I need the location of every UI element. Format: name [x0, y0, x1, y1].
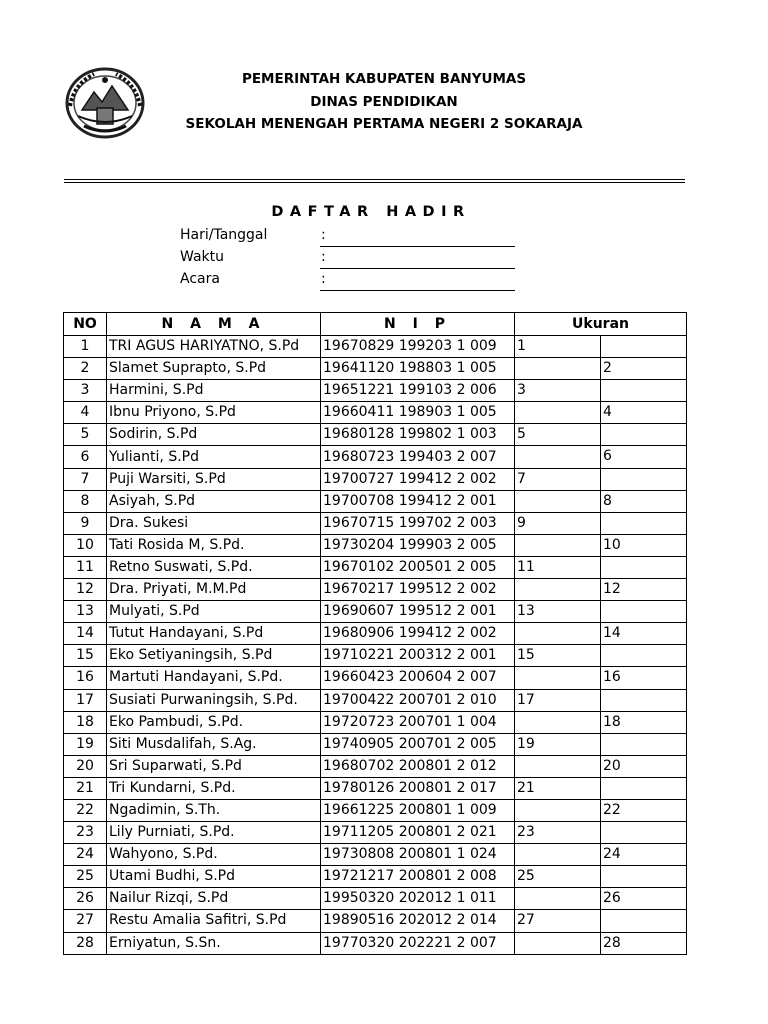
- table-row: [64, 358, 687, 380]
- acara-colon: :: [321, 271, 326, 287]
- row-nip: 19720723 200701 1 004: [321, 711, 515, 733]
- row-no: 23: [64, 822, 107, 844]
- row-nama: Ngadimin, S.Th.: [107, 799, 321, 821]
- row-nama: Eko Pambudi, S.Pd.: [107, 711, 321, 733]
- header-divider-top: [64, 179, 685, 180]
- row-signature-left: [515, 799, 601, 821]
- row-nip: 19780126 200801 2 017: [321, 777, 515, 799]
- waktu-label: Waktu: [180, 249, 224, 265]
- row-signature-right: 10: [601, 534, 687, 556]
- row-nip: 19890516 202012 2 014: [321, 910, 515, 932]
- table-row: [64, 336, 687, 358]
- row-signature-left: [515, 755, 601, 777]
- row-no: 26: [64, 888, 107, 910]
- row-signature-left: [515, 623, 601, 645]
- row-signature-right: 18: [601, 711, 687, 733]
- table-row: [64, 446, 687, 468]
- acara-line: [320, 290, 515, 291]
- row-signature-right: 22: [601, 799, 687, 821]
- row-signature-left: [515, 358, 601, 380]
- row-signature-right: [601, 822, 687, 844]
- row-signature-right: 4: [601, 402, 687, 424]
- table-row: [64, 534, 687, 556]
- table-row: [64, 844, 687, 866]
- row-nip: 19710221 200312 2 001: [321, 645, 515, 667]
- row-nip: 19950320 202012 1 011: [321, 888, 515, 910]
- row-nama: Yulianti, S.Pd: [107, 446, 321, 468]
- row-no: 6: [64, 446, 107, 468]
- row-signature-right: 6: [601, 446, 687, 468]
- row-nip: 19740905 200701 2 005: [321, 733, 515, 755]
- row-nama: Nailur Rizqi, S.Pd: [107, 888, 321, 910]
- row-no: 3: [64, 380, 107, 402]
- row-nama: Retno Suswati, S.Pd.: [107, 556, 321, 578]
- row-signature-left: 3: [515, 380, 601, 402]
- table-row: [64, 556, 687, 578]
- row-nama: TRI AGUS HARIYATNO, S.Pd: [107, 336, 321, 358]
- table-row: [64, 932, 687, 954]
- row-signature-left: 17: [515, 689, 601, 711]
- table-row: [64, 888, 687, 910]
- hari-tanggal-colon: :: [321, 227, 326, 243]
- row-nip: 19700708 199412 2 001: [321, 490, 515, 512]
- row-signature-right: 2: [601, 358, 687, 380]
- row-signature-left: 25: [515, 866, 601, 888]
- row-no: 13: [64, 601, 107, 623]
- header-nama: N A M A: [107, 313, 321, 336]
- row-signature-left: 11: [515, 556, 601, 578]
- row-nip: 19770320 202221 2 007: [321, 932, 515, 954]
- row-no: 9: [64, 512, 107, 534]
- row-nama: Tutut Handayani, S.Pd: [107, 623, 321, 645]
- table-row: [64, 424, 687, 446]
- row-nama: Tati Rosida M, S.Pd.: [107, 534, 321, 556]
- table-row: [64, 910, 687, 932]
- row-nip: 19651221 199103 2 006: [321, 380, 515, 402]
- row-no: 16: [64, 667, 107, 689]
- row-nama: Susiati Purwaningsih, S.Pd.: [107, 689, 321, 711]
- row-signature-left: [515, 534, 601, 556]
- row-signature-left: 7: [515, 468, 601, 490]
- table-row: [64, 402, 687, 424]
- header-ukuran: Ukuran: [515, 313, 687, 336]
- row-nip: 19680702 200801 2 012: [321, 755, 515, 777]
- row-signature-right: [601, 556, 687, 578]
- row-nama: Lily Purniati, S.Pd.: [107, 822, 321, 844]
- row-nama: Dra. Priyati, M.M.Pd: [107, 579, 321, 601]
- row-signature-left: 1: [515, 336, 601, 358]
- table-row: [64, 623, 687, 645]
- row-nip: 19700727 199412 2 002: [321, 468, 515, 490]
- row-nip: 19670829 199203 1 009: [321, 336, 515, 358]
- row-no: 19: [64, 733, 107, 755]
- waktu-colon: :: [321, 249, 326, 265]
- table-row: [64, 468, 687, 490]
- table-row: [64, 601, 687, 623]
- row-nip: 19730808 200801 1 024: [321, 844, 515, 866]
- hari-tanggal-line: [320, 246, 515, 247]
- table-row: [64, 733, 687, 755]
- row-no: 7: [64, 468, 107, 490]
- row-no: 22: [64, 799, 107, 821]
- row-signature-left: [515, 844, 601, 866]
- row-signature-left: 21: [515, 777, 601, 799]
- row-signature-left: [515, 932, 601, 954]
- row-nip: 19670217 199512 2 002: [321, 579, 515, 601]
- row-signature-right: [601, 380, 687, 402]
- row-no: 8: [64, 490, 107, 512]
- row-signature-left: [515, 667, 601, 689]
- acara-label: Acara: [180, 271, 220, 287]
- table-row: [64, 645, 687, 667]
- row-signature-left: 15: [515, 645, 601, 667]
- row-signature-right: [601, 777, 687, 799]
- table-row: [64, 822, 687, 844]
- row-signature-right: [601, 689, 687, 711]
- row-signature-right: [601, 601, 687, 623]
- row-nama: Erniyatun, S.Sn.: [107, 932, 321, 954]
- row-nama: Martuti Handayani, S.Pd.: [107, 667, 321, 689]
- row-signature-left: [515, 446, 601, 468]
- row-signature-left: 23: [515, 822, 601, 844]
- document-title: DAFTAR HADIR: [271, 204, 471, 220]
- row-no: 11: [64, 556, 107, 578]
- row-nama: Mulyati, S.Pd: [107, 601, 321, 623]
- table-row: [64, 866, 687, 888]
- row-no: 1: [64, 336, 107, 358]
- table-row: [64, 490, 687, 512]
- row-nama: Ibnu Priyono, S.Pd: [107, 402, 321, 424]
- header-no: NO: [64, 313, 107, 336]
- row-no: 20: [64, 755, 107, 777]
- row-nama: Wahyono, S.Pd.: [107, 844, 321, 866]
- row-nama: Sodirin, S.Pd: [107, 424, 321, 446]
- row-signature-right: 8: [601, 490, 687, 512]
- table-row: [64, 711, 687, 733]
- row-signature-right: 28: [601, 932, 687, 954]
- row-nip: 19721217 200801 2 008: [321, 866, 515, 888]
- row-no: 28: [64, 932, 107, 954]
- row-signature-left: 13: [515, 601, 601, 623]
- row-nip: 19660423 200604 2 007: [321, 667, 515, 689]
- row-signature-right: [601, 910, 687, 932]
- row-nip: 19670102 200501 2 005: [321, 556, 515, 578]
- row-nip: 19680723 199403 2 007: [321, 446, 515, 468]
- row-signature-right: [601, 424, 687, 446]
- row-signature-left: 5: [515, 424, 601, 446]
- row-no: 12: [64, 579, 107, 601]
- table-row: [64, 799, 687, 821]
- table-row: [64, 380, 687, 402]
- row-no: 18: [64, 711, 107, 733]
- row-nama: Puji Warsiti, S.Pd: [107, 468, 321, 490]
- row-signature-right: 20: [601, 755, 687, 777]
- row-signature-right: 14: [601, 623, 687, 645]
- row-no: 4: [64, 402, 107, 424]
- header-school-name: SEKOLAH MENENGAH PERTAMA NEGERI 2 SOKARAJA: [185, 116, 583, 132]
- row-no: 2: [64, 358, 107, 380]
- row-signature-right: 12: [601, 579, 687, 601]
- header-government-line: PEMERINTAH KABUPATEN BANYUMAS: [241, 71, 527, 87]
- row-nip: 19660411 198903 1 005: [321, 402, 515, 424]
- row-nama: Utami Budhi, S.Pd: [107, 866, 321, 888]
- row-nip: 19730204 199903 2 005: [321, 534, 515, 556]
- row-nama: Slamet Suprapto, S.Pd: [107, 358, 321, 380]
- row-no: 14: [64, 623, 107, 645]
- row-signature-left: 19: [515, 733, 601, 755]
- row-signature-right: [601, 866, 687, 888]
- attendance-rows: [64, 336, 687, 955]
- row-nama: Harmini, S.Pd: [107, 380, 321, 402]
- row-signature-left: [515, 402, 601, 424]
- row-no: 21: [64, 777, 107, 799]
- row-signature-right: [601, 468, 687, 490]
- row-nama: Eko Setiyaningsih, S.Pd: [107, 645, 321, 667]
- row-nip: 19680128 199802 1 003: [321, 424, 515, 446]
- row-nip: 19690607 199512 2 001: [321, 601, 515, 623]
- row-signature-right: 16: [601, 667, 687, 689]
- row-nip: 19661225 200801 1 009: [321, 799, 515, 821]
- header-department-line: DINAS PENDIDIKAN: [310, 94, 458, 110]
- row-nip: 19680906 199412 2 002: [321, 623, 515, 645]
- row-nip: 19670715 199702 2 003: [321, 512, 515, 534]
- table-header-row: [64, 313, 687, 336]
- row-no: 10: [64, 534, 107, 556]
- row-no: 27: [64, 910, 107, 932]
- row-signature-right: 26: [601, 888, 687, 910]
- row-nip: 19700422 200701 2 010: [321, 689, 515, 711]
- table-row: [64, 579, 687, 601]
- table-row: [64, 777, 687, 799]
- hari-tanggal-label: Hari/Tanggal: [180, 227, 268, 243]
- row-nama: Tri Kundarni, S.Pd.: [107, 777, 321, 799]
- row-no: 17: [64, 689, 107, 711]
- row-signature-right: [601, 733, 687, 755]
- row-signature-left: 27: [515, 910, 601, 932]
- row-no: 5: [64, 424, 107, 446]
- table-row: [64, 755, 687, 777]
- row-nama: Restu Amalia Safitri, S.Pd: [107, 910, 321, 932]
- header-nip: N I P: [321, 313, 515, 336]
- row-signature-right: [601, 512, 687, 534]
- waktu-line: [320, 268, 515, 269]
- row-signature-left: [515, 888, 601, 910]
- row-signature-left: [515, 579, 601, 601]
- row-nama: Asiyah, S.Pd: [107, 490, 321, 512]
- row-signature-left: [515, 490, 601, 512]
- row-signature-left: 9: [515, 512, 601, 534]
- row-no: 15: [64, 645, 107, 667]
- row-no: 24: [64, 844, 107, 866]
- attendance-table: [63, 312, 687, 955]
- row-nama: Siti Musdalifah, S.Ag.: [107, 733, 321, 755]
- table-row: [64, 689, 687, 711]
- row-nip: 19641120 198803 1 005: [321, 358, 515, 380]
- row-nama: Dra. Sukesi: [107, 512, 321, 534]
- table-row: [64, 512, 687, 534]
- row-no: 25: [64, 866, 107, 888]
- header-divider-bottom: [64, 182, 685, 183]
- row-nip: 19711205 200801 2 021: [321, 822, 515, 844]
- row-nama: Sri Suparwati, S.Pd: [107, 755, 321, 777]
- row-signature-right: 24: [601, 844, 687, 866]
- row-signature-left: [515, 711, 601, 733]
- row-signature-right: [601, 336, 687, 358]
- row-signature-right: [601, 645, 687, 667]
- table-row: [64, 667, 687, 689]
